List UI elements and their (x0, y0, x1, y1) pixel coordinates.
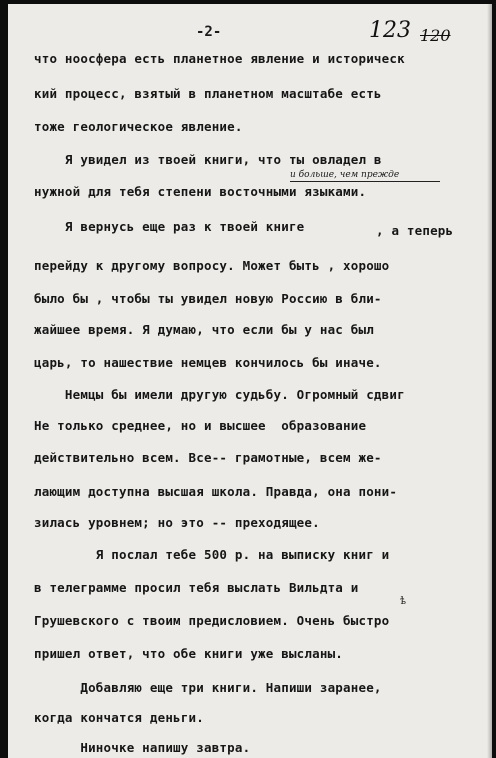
text-line: тоже геологическое явление. (34, 119, 243, 134)
insert-underline (290, 181, 440, 182)
text-line: Добавляю еще три книги. Напиши заранее, (34, 680, 382, 695)
text-line: жайшее время. Я думаю, что если бы у нас был (34, 322, 374, 337)
handwritten-letter-mark: ѣ (400, 596, 407, 607)
text-line: лающим доступна высшая школа. Правда, она пони- (34, 484, 398, 499)
letter-body (8, 4, 492, 758)
text-line: Немцы бы имели другую судьбу. Огромный сдвиг (34, 387, 405, 402)
text-line: зилась уровнем; но это -- преходящее. (34, 515, 320, 530)
text-line: было бы , чтобы ты увидел новую Россию в бли- (34, 291, 382, 306)
text-line: Ниночке напишу завтра. (34, 740, 251, 755)
handwritten-insert: и больше, чем прежде (290, 170, 400, 180)
text-line: Я увидел из твоей книги, что ты овладел в (34, 152, 382, 167)
text-line: нужной для тебя степени восточными языками. (34, 184, 367, 199)
text-line: Я вернусь еще раз к твоей книге (34, 219, 305, 234)
text-line: кий процесс, взятый в планетном масштабе есть (34, 86, 382, 101)
document-page (8, 4, 492, 758)
text-line: в телеграмме просил тебя выслать Вильдта и (34, 580, 359, 595)
text-line: пришел ответ, что обе книги уже высланы. (34, 646, 344, 661)
text-line: когда кончатся деньги. (34, 710, 204, 725)
text-line: перейду к другому вопросу. Может быть , хорошо (34, 258, 390, 273)
page-number: -2- (196, 24, 222, 40)
text-line: царь, то нашествие немцев кончилось бы иначе. (34, 355, 382, 370)
text-line: Грушевского с твоим предисловием. Очень быстро (34, 613, 390, 628)
text-line: Я послал тебе 500 р. на выписку книг и (34, 547, 390, 562)
text-line: , а теперь (376, 223, 454, 238)
text-line: Не только среднее, но и высшее образование (34, 418, 367, 433)
archive-number-crossed: 120 (420, 26, 451, 45)
text-line: что ноосфера есть планетное явление и историческ (34, 51, 405, 66)
text-line: действительно всем. Все-- грамотные, всем же- (34, 450, 382, 465)
page-shadow-edge (487, 4, 492, 758)
archive-number: 123 (369, 18, 411, 43)
